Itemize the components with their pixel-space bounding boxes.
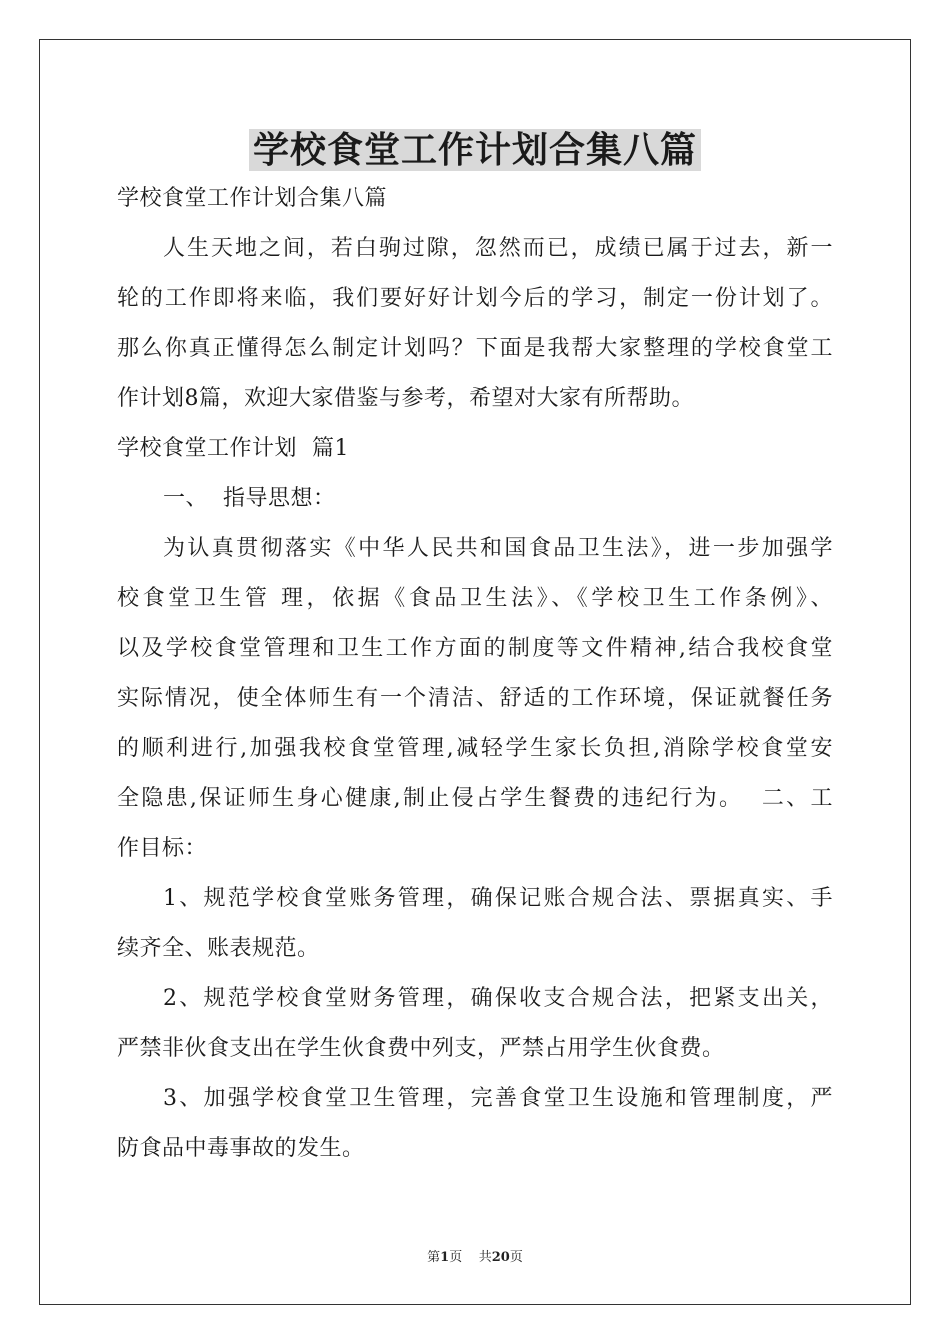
intro-line: 那么你真正懂得怎么制定计划吗？下面是我帮大家整理的学校食堂工	[117, 336, 833, 361]
goal-line: 1、规范学校食堂账务管理，确保记账合规合法、票据真实、手	[163, 886, 833, 911]
guide-line: 为认真贯彻落实《中华人民共和国食品卫生法》，进一步加强学	[163, 536, 833, 561]
page-border	[39, 39, 911, 1305]
guide-line: 校食堂卫生管 理，依据《食品卫生法》、《学校卫生工作条例》、	[117, 586, 833, 611]
goal-line: 3、加强学校食堂卫生管理，完善食堂卫生设施和管理制度，严	[163, 1086, 833, 1111]
footer-total-pages: 20	[491, 1250, 510, 1265]
goal-line: 2、规范学校食堂财务管理，确保收支合规合法，把紧支出关，	[163, 986, 833, 1011]
footer-current-page: 1	[440, 1250, 450, 1265]
section-heading: 学校食堂工作计划 篇1	[117, 436, 349, 461]
guide-line: 的顺利进行,加强我校食堂管理,减轻学生家长负担,消除学校食堂安	[117, 736, 833, 761]
point-heading: 一、 指导思想：	[163, 486, 336, 511]
goal-line: 续齐全、账表规范。	[117, 936, 320, 961]
guide-line: 实际情况，使全体师生有一个清洁、舒适的工作环境，保证就餐任务	[117, 686, 833, 711]
subtitle-line: 学校食堂工作计划合集八篇	[117, 186, 388, 211]
footer-suffix: 页	[509, 1250, 523, 1265]
goal-line: 严禁非伙食支出在学生伙食费中列支，严禁占用学生伙食费。	[117, 1036, 725, 1061]
guide-line: 作目标：	[117, 836, 208, 861]
document-title-text: 学校食堂工作计划合集八篇	[249, 129, 701, 171]
intro-line: 作计划8篇，欢迎大家借鉴与参考，希望对大家有所帮助。	[117, 386, 694, 411]
footer-mid: 页 共	[449, 1250, 492, 1265]
document-title	[0, 124, 950, 183]
footer-prefix: 第	[427, 1250, 441, 1265]
intro-line: 人生天地之间，若白驹过隙，忽然而已，成绩已属于过去，新一	[163, 236, 833, 261]
guide-line: 全隐患,保证师生身心健康,制止侵占学生餐费的违纪行为。 二、工	[117, 786, 833, 811]
guide-line: 以及学校食堂管理和卫生工作方面的制度等文件精神,结合我校食堂	[117, 636, 833, 661]
goal-line: 防食品中毒事故的发生。	[117, 1136, 365, 1161]
page-footer	[0, 1246, 950, 1265]
intro-line: 轮的工作即将来临，我们要好好计划今后的学习，制定一份计划了。	[117, 286, 833, 311]
